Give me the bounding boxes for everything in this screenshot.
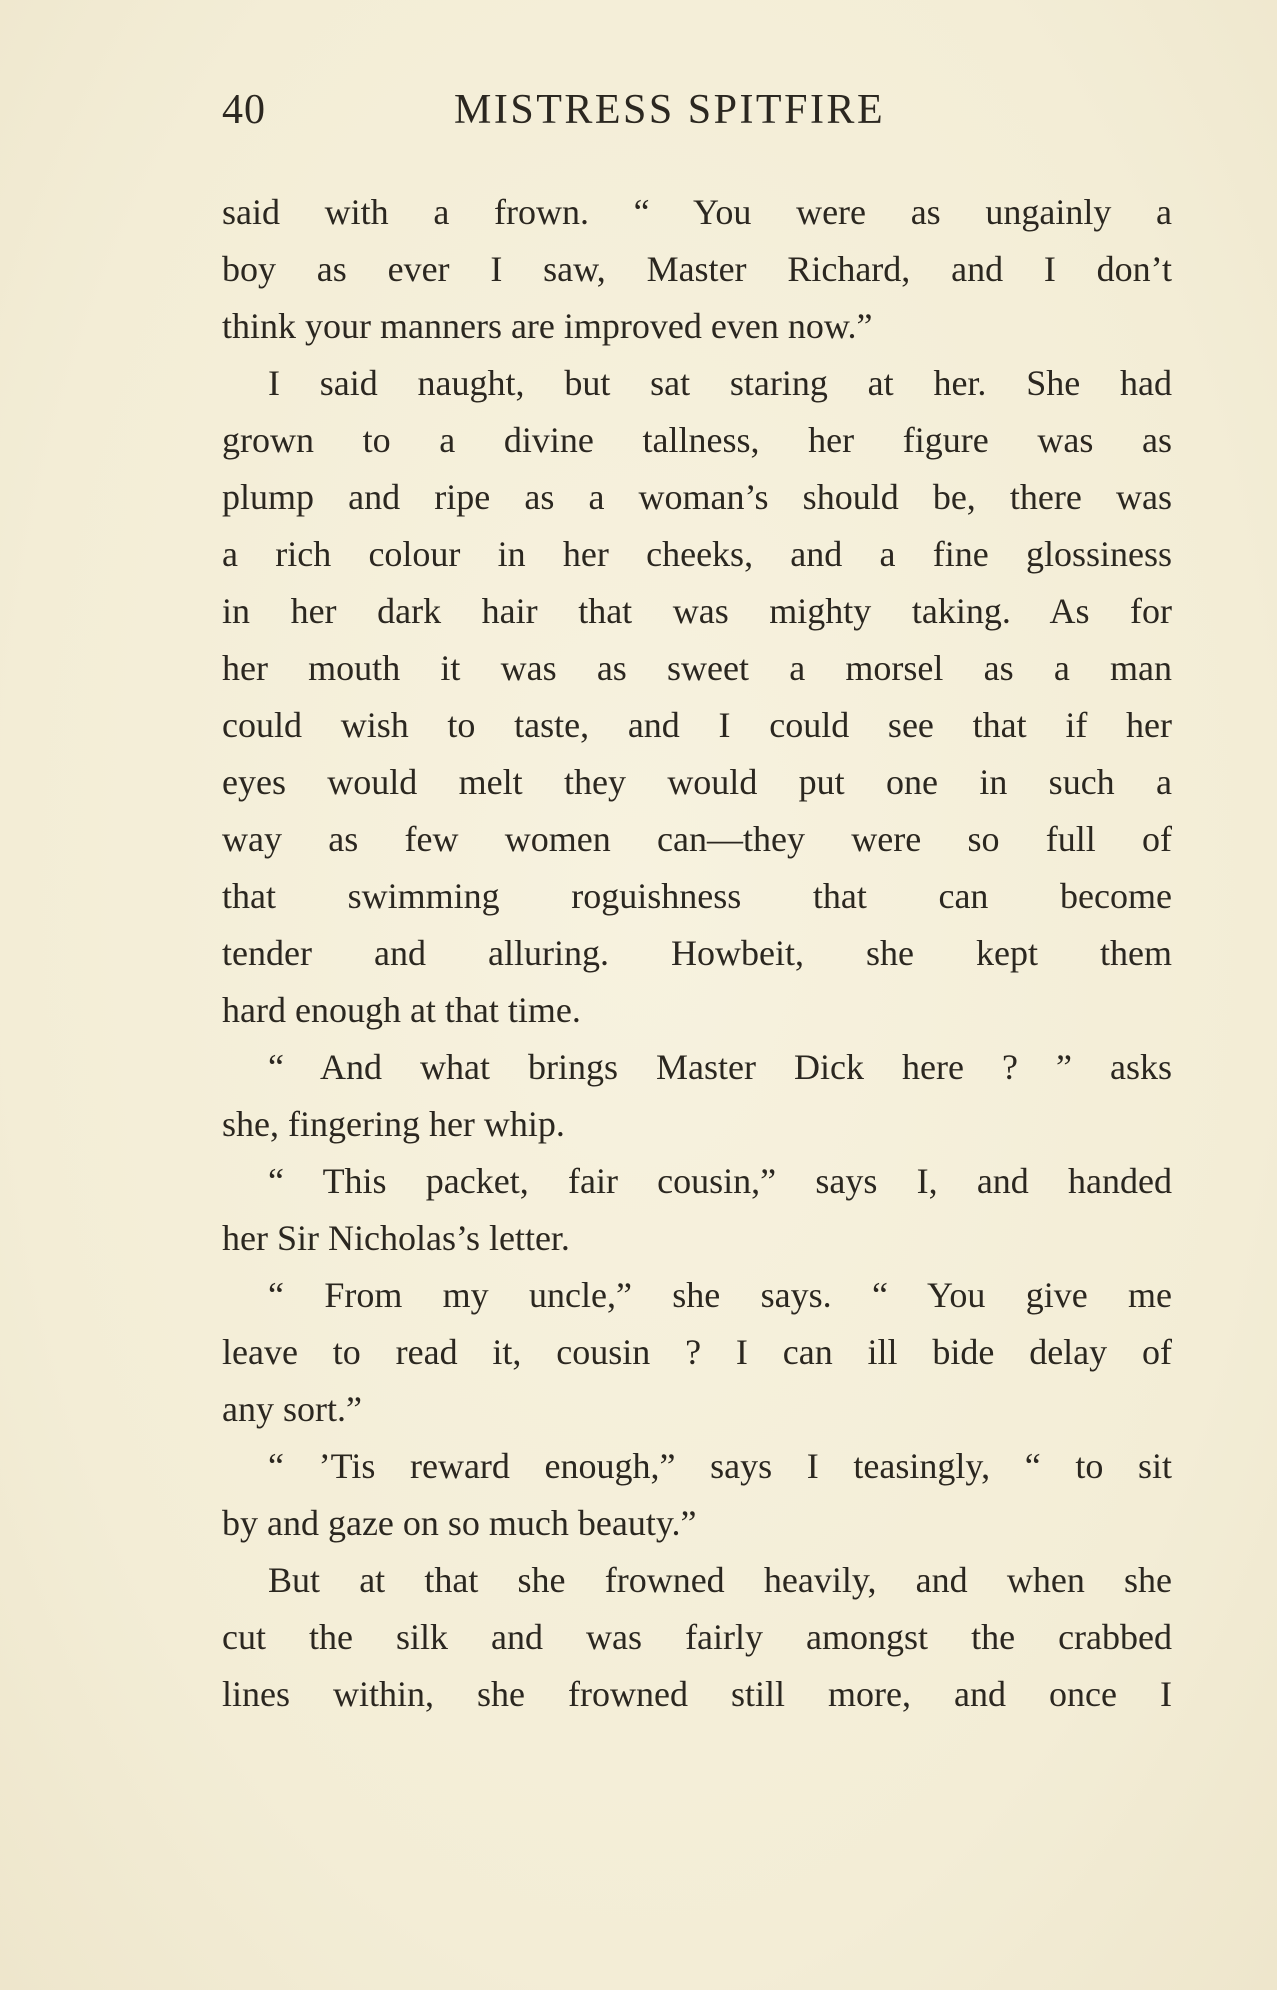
text-line: lines within, she frowned still more, and once I: [222, 1674, 1172, 1714]
text-line: But at that she frowned heavily, and when she: [268, 1560, 1172, 1600]
page-header: [222, 80, 1172, 140]
text-line: “ And what brings Master Dick here ? ” asks: [268, 1047, 1172, 1087]
running-title: MISTRESS SPITFIRE: [454, 87, 886, 133]
text-line: way as few women can—they were so full of: [222, 819, 1172, 859]
text-line: she, fingering her whip.: [222, 1104, 565, 1144]
body-text: [222, 184, 1172, 1723]
text-line: think your manners are improved even now.”: [222, 306, 873, 346]
text-line: hard enough at that time.: [222, 990, 581, 1030]
text-line: “ From my uncle,” she says. “ You give me: [268, 1275, 1172, 1315]
text-line: “ ’Tis reward enough,” says I teasingly, “ to sit: [268, 1446, 1172, 1486]
text-line: could wish to taste, and I could see that if her: [222, 705, 1172, 745]
text-line: leave to read it, cousin ? I can ill bide delay of: [222, 1332, 1172, 1372]
text-line: I said naught, but sat staring at her. She had: [268, 363, 1172, 403]
text-line: grown to a divine tallness, her figure was as: [222, 420, 1172, 460]
text-line: “ This packet, fair cousin,” says I, and handed: [268, 1161, 1172, 1201]
text-line: her Sir Nicholas’s letter.: [222, 1218, 570, 1258]
page-number: 40: [222, 87, 266, 133]
text-line: eyes would melt they would put one in such a: [222, 762, 1172, 802]
text-line: her mouth it was as sweet a morsel as a man: [222, 648, 1172, 688]
text-line: plump and ripe as a woman’s should be, there was: [222, 477, 1172, 517]
text-line: cut the silk and was fairly amongst the crabbed: [222, 1617, 1172, 1657]
text-line: tender and alluring. Howbeit, she kept them: [222, 933, 1172, 973]
text-line: in her dark hair that was mighty taking. As for: [222, 591, 1172, 631]
text-line: any sort.”: [222, 1389, 362, 1429]
text-line: boy as ever I saw, Master Richard, and I don’t: [222, 249, 1172, 289]
text-line: a rich colour in her cheeks, and a fine glossiness: [222, 534, 1172, 574]
text-line: said with a frown. “ You were as ungainly a: [222, 192, 1172, 232]
text-line: that swimming roguishness that can become: [222, 876, 1172, 916]
text-line: by and gaze on so much beauty.”: [222, 1503, 697, 1543]
